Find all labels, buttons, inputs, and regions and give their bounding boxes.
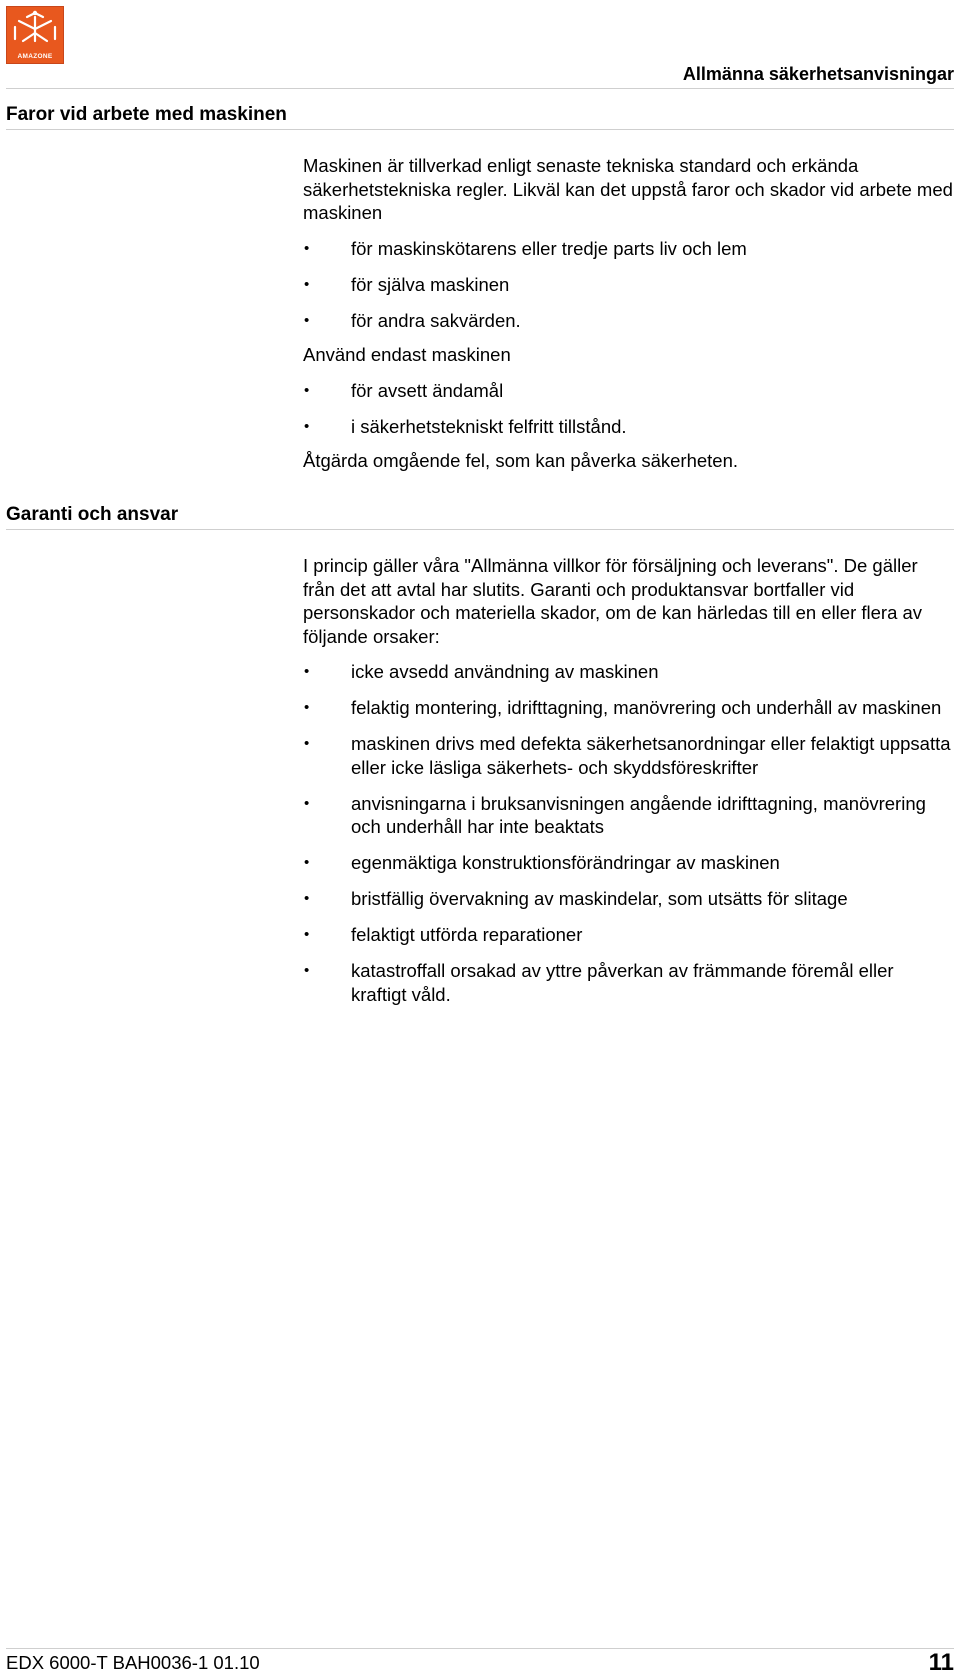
list-item: • för själva maskinen <box>304 273 510 295</box>
section-heading-faror: Faror vid arbete med maskinen <box>6 104 287 125</box>
list-item: • för avsett ändamål <box>304 379 504 401</box>
section-heading-garanti: Garanti och ansvar <box>6 504 179 525</box>
bullet-icon: • <box>304 890 310 907</box>
paragraph-intro: Maskinen är tillverkad enligt senaste tekniska standard och erkända säkerhetstekniska regler. Likväl kan det uppstå faror och skador vid arbete med maskinen <box>303 155 953 223</box>
bullet-list-usage <box>303 379 953 439</box>
bullet-icon: • <box>304 854 310 871</box>
section-body-faror <box>303 154 953 473</box>
list-item: • bristfällig övervakning av maskindelar, som utsätts för slitage <box>304 888 848 909</box>
list-item: • egenmäktiga konstruktionsförändringar av maskinen <box>304 852 780 873</box>
footer-document-id: EDX 6000-T BAH0036-1 01.10 <box>6 1652 260 1673</box>
bullet-icon: • <box>304 735 310 752</box>
bullet-icon: • <box>304 699 310 716</box>
bullet-icon: • <box>304 926 310 943</box>
bullet-icon: • <box>304 794 310 812</box>
bullet-icon: • <box>304 239 310 257</box>
bullet-icon: • <box>304 275 310 293</box>
bullet-icon: • <box>304 663 310 680</box>
page-number: 11 <box>928 1649 954 1676</box>
section-divider <box>6 129 954 130</box>
paragraph-intro: I princip gäller våra "Allmänna villkor för försäljning och leverans". De gäller från det att avtal har slutits. Garanti och produktansvar bortfaller vid personskador och materiella skador, om de kan härledas till en eller flera av följande orsaker: <box>303 555 923 647</box>
list-item: • felaktigt utförda reparationer <box>304 924 583 945</box>
bullet-icon: • <box>304 417 310 435</box>
list-item: • maskinen drivs med defekta säkerhetsanordningar eller felaktigt uppsatta eller icke läsliga säkerhets- och skyddsföreskrifter <box>304 733 951 778</box>
bullet-list-risks <box>303 237 953 333</box>
list-item: • i säkerhetstekniskt felfritt tillstånd. <box>304 415 627 437</box>
section-body-garanti <box>303 554 953 1006</box>
bullet-icon: • <box>304 381 310 399</box>
logo-figure-icon <box>7 7 63 51</box>
logo-wordmark: AMAZONE <box>17 53 53 60</box>
section-divider <box>6 529 954 530</box>
list-item: • anvisningarna i bruksanvisningen angående idrifttagning, manövrering och underhåll har inte beaktats <box>304 792 926 837</box>
list-item: • för andra sakvärden. <box>304 309 521 331</box>
page-header-title: Allmänna säkerhetsanvisningar <box>682 64 954 84</box>
list-item: • icke avsedd användning av maskinen <box>304 661 659 682</box>
list-item: • katastroffall orsakad av yttre påverkan av främmande föremål eller kraftigt våld. <box>304 960 894 1005</box>
bullet-icon: • <box>304 311 310 329</box>
list-item: • för maskinskötarens eller tredje parts liv och lem <box>304 237 747 259</box>
amazone-logo-icon <box>6 6 64 64</box>
bullet-icon: • <box>304 962 310 979</box>
header-divider <box>6 88 954 89</box>
list-item: • felaktig montering, idrifttagning, manövrering och underhåll av maskinen <box>304 697 942 718</box>
footer-divider <box>6 1648 954 1649</box>
paragraph-middle: Använd endast maskinen <box>303 344 511 365</box>
paragraph-closing: Åtgärda omgående fel, som kan påverka säkerheten. <box>303 450 739 471</box>
bullet-list-causes <box>303 660 953 1006</box>
